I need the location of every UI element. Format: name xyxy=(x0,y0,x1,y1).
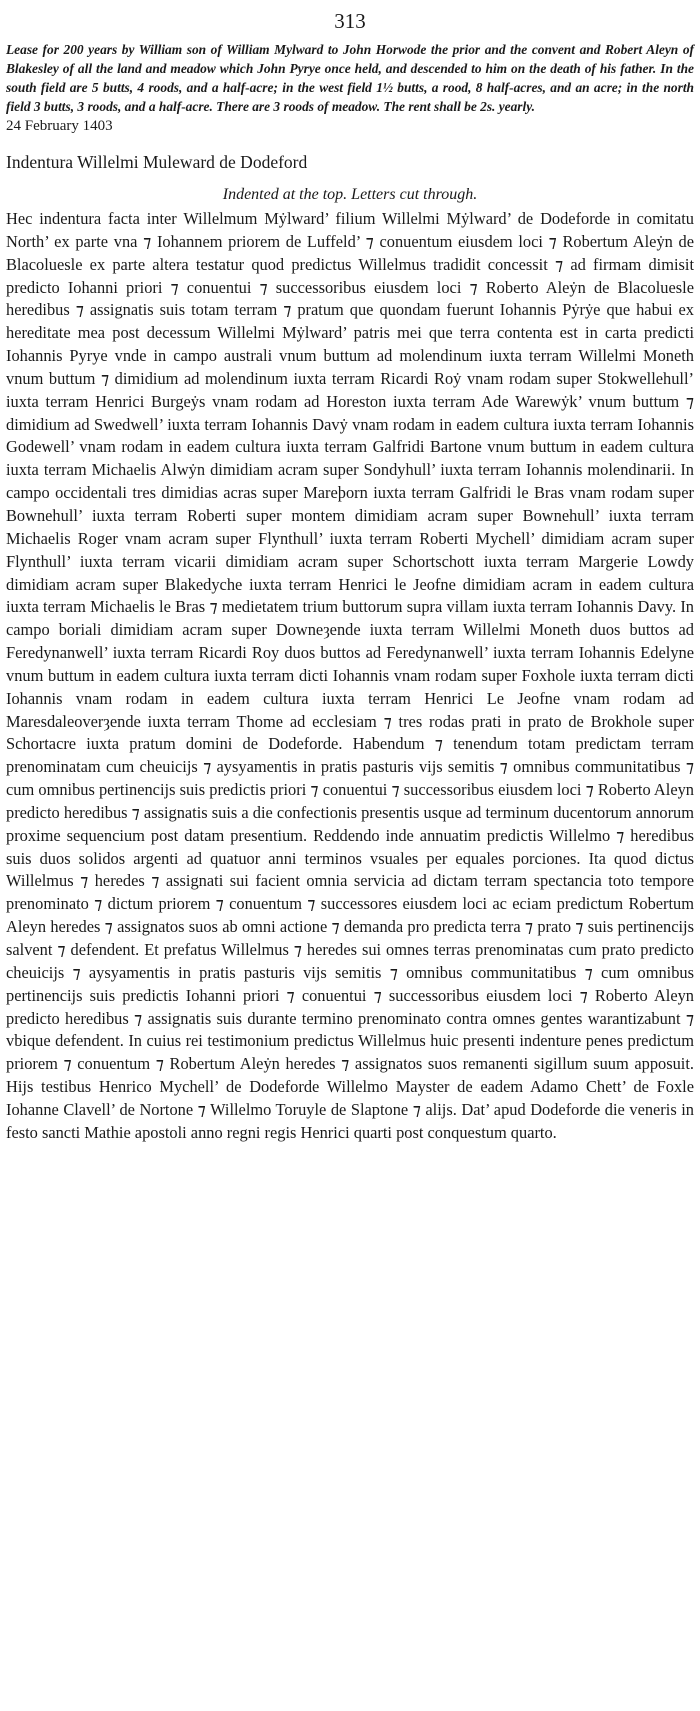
indenture-note: Indented at the top. Letters cut through. xyxy=(222,186,478,203)
document-date: 24 February 1403 xyxy=(6,118,113,134)
document-summary: Lease for 200 years by William son of William Mylward to John Horwode the prior and the convent and Robert Aleyn of Blakesley of all the land and meadow which John Pyrye once held, and descended to him on the death of his father. In the south field are 5 butts, 4 roods, and a half-acre; in the west field 1½ butts, a rood, 8 half-acres, and an acre; in the north field 3 butts, 3 roods, and a half-acre. There are 3 roods of meadow. The rent shall be 2s. yearly. xyxy=(6,42,694,114)
document-page xyxy=(6,0,694,1145)
page-number: 313 xyxy=(334,9,366,33)
document-body: Hec indentura facta inter Willelmum Mẏlward’ filium Willelmi Mẏlward’ de Dodeforde in comitatu North’ ex parte vna ⁊ Iohannem priorem de Luffeld’ ⁊ conuentum eiusdem loci ⁊ Robertum Aleẏn de Blacoluesle ex parte altera testatur quod predictus Willelmus tradidit concessit ⁊ ad firmam dimisit predicto Iohanni priori ⁊ conuentui ⁊ successoribus eiusdem loci ⁊ Roberto Aleẏn de Blacoluesle heredibus ⁊ assignatis suis totam terram ⁊ pratum que quondam fuerunt Iohannis Pẏrẏe que habui ex hereditate mea post decessum Willelmi Mẏlward’ patris mei que terra contenta est in carta predicti Iohannis Pyrye vnde in campo australi vnum buttum ad molendinum iuxta terram Willelmi Moneth vnum buttum ⁊ dimidium ad molendinum iuxta terram Ricardi Roẏ vnam rodam super Stokwellehull’ iuxta terram Henrici Burgeẏs vnam rodam ad Horeston iuxta terram Ade Warewẏk’ vnum buttum ⁊ dimidium ad Swedwell’ iuxta terram Iohannis Davẏ vnam rodam in eadem cultura iuxta terram Iohannis Godewell’ vnam rodam in eadem cultura iuxta terram Galfridi Bartone vnum buttum in eadem cultura iuxta terram Michaelis Alwẏn dimidiam acram super Sondyhull’ iuxta terram Iohannis molendinarii. In campo occidentali tres dimidias acras super Mareþorn iuxta terram Galfridi le Bras vnam rodam super Bownehull’ iuxta terram Roberti super montem dimidiam acram super Bownehull’ iuxta terram Michaelis Roger vnam acram super Flynthull’ iuxta terram Roberti Mychell’ dimidiam acram super Flynthull’ iuxta terram vicarii dimidiam acram super Schortschott iuxta terram Margerie Lowdy dimidiam acram super Blakedyche iuxta terram Henrici le Jeofne dimidiam acram in eadem cultura iuxta terram Michaelis le Bras ⁊ medietatem trium buttorum supra villam iuxta terram Iohannis Davy. In campo boriali dimidiam acram super Downeȝende iuxta terram Willelmi Moneth duos buttos ad Feredynanwell’ iuxta terram Ricardi Roy duos buttos ad Feredynanwell’ iuxta terram Iohannis Edelyne vnum buttum in eadem cultura iuxta terram dicti Iohannis vnam rodam super Foxhole iuxta terram dicti Iohannis vnam rodam in eadem cultura iuxta terram Henrici Le Jeofne vnam rodam ad Maresdaleoverȝende iuxta terram Thome ad ecclesiam ⁊ tres rodas prati in prato de Brokhole super Schortacre iuxta pratum domini de Dodeforde. Habendum ⁊ tenendum totam predictam terram prenominatam cum cheuicijs ⁊ aysyamentis in pratis pasturis vijs semitis ⁊ omnibus communitatibus ⁊ cum omnibus pertinencijs suis predictis priori ⁊ conuentui ⁊ successoribus eiusdem loci ⁊ Roberto Aleyn predicto heredibus ⁊ assignatis suis a die confectionis presentis usque ad terminum ducentorum annorum proxime sequencium post datam presentium. Reddendo inde annuatim predictis Willelmo ⁊ heredibus suis duos solidos argenti ad quatuor anni terminos vsuales per equales porciones. Ita quod dictus Willelmus ⁊ heredes ⁊ assignati sui facient omnia servicia ad dictam terram spectancia toto tempore prenominato ⁊ dictum priorem ⁊ conuentum ⁊ successores eiusdem loci ac eciam predictum Robertum Aleyn heredes ⁊ assignatos suos ab omni actione ⁊ demanda pro predicta terra ⁊ prato ⁊ suis pertinencijs salvent ⁊ defendent. Et prefatus Willelmus ⁊ heredes sui omnes terras prenominatas cum prato predicto cheuicijs ⁊ aysyamentis in pratis pasturis vijs semitis ⁊ omnibus communitatibus ⁊ cum omnibus pertinencijs suis predictis Iohanni priori ⁊ conuentui ⁊ successoribus eiusdem loci ⁊ Roberto Aleyn predicto heredibus ⁊ assignatis suis durante termino prenominato contra omnes gentes warantizabunt ⁊ vbique defendent. In cuius rei testimonium predictus Willelmus huic presenti indenture penes predictum priorem ⁊ conuentum ⁊ Robertum Aleẏn heredes ⁊ assignatos suos remanenti sigillum suum apposuit. Hijs testibus Henrico Mychell’ de Dodeforde Willelmo Mayster de eadem Adamo Chett’ de Foxle Iohanne Clavell’ de Nortone ⁊ Willelmo Toruyle de Slaptone ⁊ alijs. Dat’ apud Dodeforde die veneris in festo sancti Mathie apostoli anno regni regis Henrici quarti post conquestum quarto. xyxy=(6,209,694,1142)
document-heading: Indentura Willelmi Muleward de Dodeford xyxy=(6,152,308,172)
